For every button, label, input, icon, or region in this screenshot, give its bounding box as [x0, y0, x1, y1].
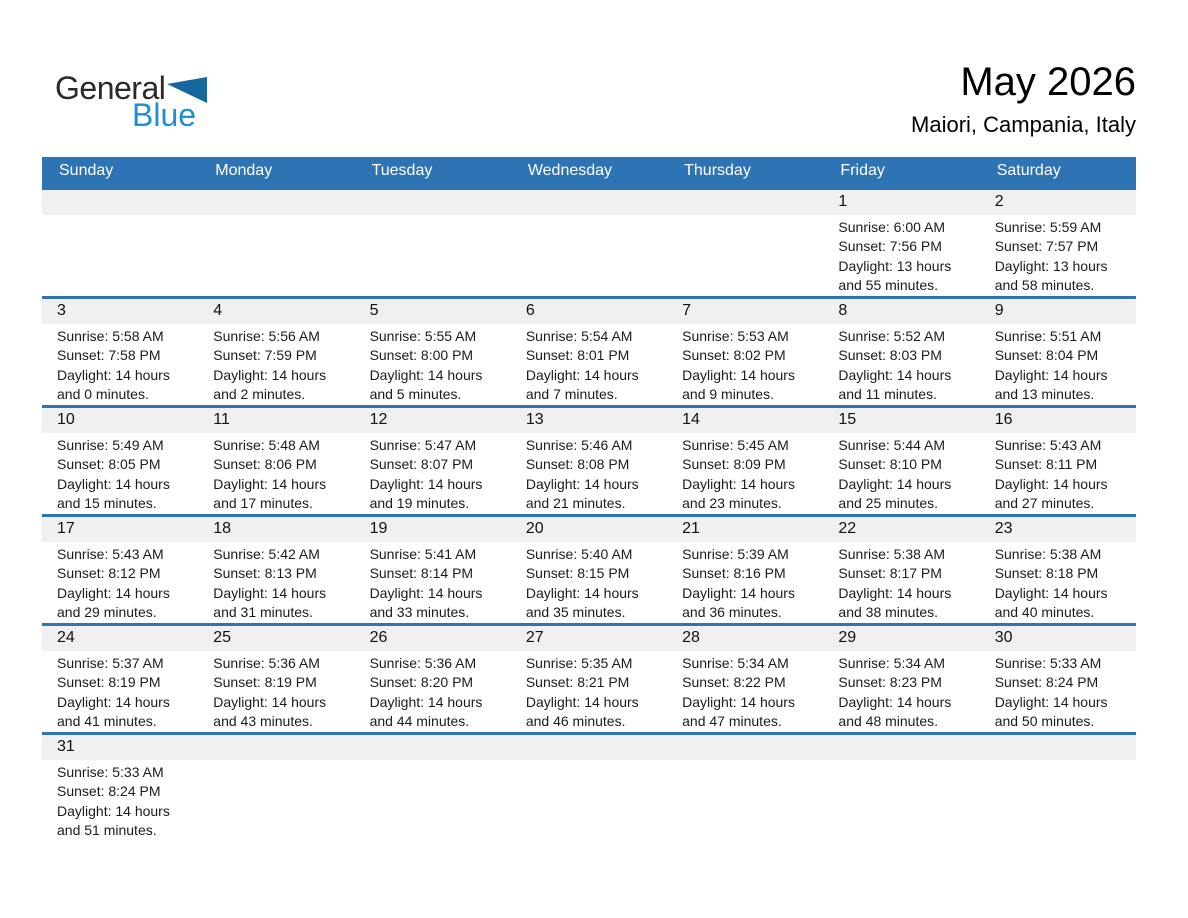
daylight-text: Daylight: 14 hours and 44 minutes. — [369, 693, 483, 729]
day-cell-3 — [42, 297, 198, 406]
daylight-text: Daylight: 14 hours and 47 minutes. — [682, 693, 795, 729]
sunset-text: Sunset: 8:19 PM — [57, 674, 161, 690]
weekday-header-row — [42, 157, 1136, 188]
day-number-empty — [667, 190, 823, 215]
sunrise-text: Sunrise: 5:46 AM — [525, 436, 633, 453]
empty-day-cell — [198, 733, 354, 841]
sunset-text: Sunset: 8:06 PM — [213, 456, 317, 472]
day-cell-2 — [980, 188, 1136, 297]
sunset-text: Sunset: 8:03 PM — [838, 347, 942, 363]
day-cell-24 — [42, 624, 198, 733]
sunset-text: Sunset: 8:19 PM — [213, 674, 317, 690]
sunset-text: Sunset: 8:05 PM — [57, 456, 161, 472]
day-info — [198, 542, 354, 623]
week-row-3 — [42, 406, 1136, 515]
day-number-empty — [980, 735, 1136, 760]
sunset-text: Sunset: 8:13 PM — [213, 565, 317, 581]
empty-day-cell — [980, 733, 1136, 841]
day-cell-27 — [511, 624, 667, 733]
sunrise-text: Sunrise: 5:37 AM — [57, 654, 164, 671]
sunset-text: Sunset: 8:12 PM — [57, 565, 161, 581]
sunset-text: Sunset: 8:17 PM — [838, 565, 942, 581]
daylight-text: Daylight: 14 hours and 21 minutes. — [525, 475, 639, 511]
day-cell-15 — [823, 406, 979, 515]
weekday-header-monday: Monday — [198, 157, 354, 188]
day-cell-6 — [511, 297, 667, 406]
sunset-text: Sunset: 8:04 PM — [994, 347, 1099, 363]
day-cell-20 — [511, 515, 667, 624]
day-number: 6 — [511, 299, 667, 324]
day-info — [42, 542, 198, 623]
day-cell-16 — [980, 406, 1136, 515]
daylight-text: Daylight: 14 hours and 51 minutes. — [57, 802, 170, 838]
daylight-text: Daylight: 14 hours and 33 minutes. — [369, 584, 483, 620]
sunset-text: Sunset: 8:16 PM — [682, 565, 786, 581]
day-number: 26 — [355, 626, 511, 651]
sunset-text: Sunset: 8:02 PM — [682, 347, 786, 363]
day-info — [511, 542, 667, 623]
day-info — [667, 760, 823, 763]
month-title: May 2026 — [960, 60, 1136, 104]
day-info — [823, 542, 979, 623]
sunset-text: Sunset: 7:58 PM — [57, 347, 161, 363]
sunrise-text: Sunrise: 5:38 AM — [838, 545, 946, 562]
day-cell-1 — [823, 188, 979, 297]
day-number: 20 — [511, 517, 667, 542]
sunset-text: Sunset: 8:22 PM — [682, 674, 786, 690]
sunrise-text: Sunrise: 5:45 AM — [682, 436, 789, 453]
day-info — [823, 651, 979, 732]
empty-day-cell — [667, 733, 823, 841]
daylight-text: Daylight: 14 hours and 17 minutes. — [213, 475, 327, 511]
daylight-text: Daylight: 14 hours and 11 minutes. — [838, 366, 952, 402]
day-cell-28 — [667, 624, 823, 733]
sunrise-text: Sunrise: 5:34 AM — [682, 654, 789, 671]
daylight-text: Daylight: 14 hours and 40 minutes. — [994, 584, 1108, 620]
day-info — [355, 760, 511, 763]
sunset-text: Sunset: 8:21 PM — [525, 674, 630, 690]
day-cell-9 — [980, 297, 1136, 406]
sunrise-text: Sunrise: 5:59 AM — [994, 218, 1102, 235]
day-number: 19 — [355, 517, 511, 542]
daylight-text: Daylight: 13 hours and 58 minutes. — [994, 257, 1108, 293]
week-row-4 — [42, 515, 1136, 624]
daylight-text: Daylight: 14 hours and 46 minutes. — [525, 693, 639, 729]
day-info — [667, 651, 823, 732]
day-cell-10 — [42, 406, 198, 515]
day-number-empty — [355, 190, 511, 215]
empty-day-cell — [823, 733, 979, 841]
daylight-text: Daylight: 14 hours and 31 minutes. — [213, 584, 327, 620]
sunrise-text: Sunrise: 5:42 AM — [213, 545, 320, 562]
sunset-text: Sunset: 8:24 PM — [57, 783, 161, 799]
day-cell-5 — [355, 297, 511, 406]
day-number: 8 — [823, 299, 979, 324]
day-cell-23 — [980, 515, 1136, 624]
day-number-empty — [823, 735, 979, 760]
day-cell-8 — [823, 297, 979, 406]
daylight-text: Daylight: 14 hours and 50 minutes. — [994, 693, 1108, 729]
daylight-text: Daylight: 14 hours and 41 minutes. — [57, 693, 170, 729]
weekday-header-wednesday: Wednesday — [511, 157, 667, 188]
day-info — [511, 433, 667, 514]
sunrise-text: Sunrise: 5:34 AM — [838, 654, 946, 671]
daylight-text: Daylight: 13 hours and 55 minutes. — [838, 257, 952, 293]
day-cell-17 — [42, 515, 198, 624]
day-info — [667, 215, 823, 218]
title-block — [911, 58, 1136, 138]
day-number: 10 — [42, 408, 198, 433]
sunrise-text: Sunrise: 5:39 AM — [682, 545, 789, 562]
day-info — [511, 324, 667, 405]
sunrise-text: Sunrise: 5:56 AM — [213, 327, 320, 344]
sunrise-text: Sunrise: 5:53 AM — [682, 327, 789, 344]
sunset-text: Sunset: 8:08 PM — [525, 456, 630, 472]
day-info — [667, 433, 823, 514]
sunrise-text: Sunrise: 5:58 AM — [57, 327, 164, 344]
week-row-2 — [42, 297, 1136, 406]
day-number: 21 — [667, 517, 823, 542]
day-info — [823, 760, 979, 763]
day-info — [823, 324, 979, 405]
day-number: 13 — [511, 408, 667, 433]
sunset-text: Sunset: 8:18 PM — [994, 565, 1099, 581]
day-number: 25 — [198, 626, 354, 651]
empty-day-cell — [511, 188, 667, 297]
daylight-text: Daylight: 14 hours and 48 minutes. — [838, 693, 952, 729]
sunrise-text: Sunrise: 5:38 AM — [994, 545, 1102, 562]
day-number-empty — [198, 735, 354, 760]
day-cell-30 — [980, 624, 1136, 733]
empty-day-cell — [511, 733, 667, 841]
sunset-text: Sunset: 8:11 PM — [994, 456, 1098, 472]
sunrise-text: Sunrise: 5:43 AM — [57, 545, 164, 562]
day-number-empty — [511, 735, 667, 760]
day-number: 30 — [980, 626, 1136, 651]
weekday-header-friday: Friday — [823, 157, 979, 188]
sunset-text: Sunset: 8:10 PM — [838, 456, 942, 472]
calendar-table — [42, 157, 1136, 841]
sunrise-text: Sunrise: 5:55 AM — [369, 327, 477, 344]
sunset-text: Sunset: 8:07 PM — [369, 456, 474, 472]
day-number: 28 — [667, 626, 823, 651]
day-cell-18 — [198, 515, 354, 624]
empty-day-cell — [355, 733, 511, 841]
day-info — [198, 760, 354, 763]
weekday-header-tuesday: Tuesday — [355, 157, 511, 188]
day-number: 23 — [980, 517, 1136, 542]
day-info — [198, 651, 354, 732]
day-number: 15 — [823, 408, 979, 433]
empty-day-cell — [667, 188, 823, 297]
day-info — [355, 651, 511, 732]
sunrise-text: Sunrise: 5:49 AM — [57, 436, 164, 453]
day-info — [42, 324, 198, 405]
sunset-text: Sunset: 7:57 PM — [994, 238, 1099, 254]
day-cell-13 — [511, 406, 667, 515]
empty-day-cell — [198, 188, 354, 297]
day-info — [355, 215, 511, 218]
day-number: 3 — [42, 299, 198, 324]
day-cell-19 — [355, 515, 511, 624]
week-row-1 — [42, 188, 1136, 297]
week-row-5 — [42, 624, 1136, 733]
day-number: 17 — [42, 517, 198, 542]
day-info — [42, 760, 198, 841]
day-number: 9 — [980, 299, 1136, 324]
general-blue-logo — [55, 72, 207, 131]
daylight-text: Daylight: 14 hours and 0 minutes. — [57, 366, 170, 402]
day-number: 16 — [980, 408, 1136, 433]
daylight-text: Daylight: 14 hours and 13 minutes. — [994, 366, 1108, 402]
day-number: 12 — [355, 408, 511, 433]
day-number: 11 — [198, 408, 354, 433]
sunrise-text: Sunrise: 5:48 AM — [213, 436, 320, 453]
day-cell-4 — [198, 297, 354, 406]
daylight-text: Daylight: 14 hours and 5 minutes. — [369, 366, 483, 402]
weekday-header-thursday: Thursday — [667, 157, 823, 188]
day-number: 18 — [198, 517, 354, 542]
sunrise-text: Sunrise: 5:52 AM — [838, 327, 946, 344]
day-number: 5 — [355, 299, 511, 324]
sunrise-text: Sunrise: 5:51 AM — [994, 327, 1102, 344]
sunset-text: Sunset: 8:24 PM — [994, 674, 1099, 690]
sunrise-text: Sunrise: 5:43 AM — [994, 436, 1102, 453]
day-cell-26 — [355, 624, 511, 733]
sunset-text: Sunset: 8:01 PM — [525, 347, 630, 363]
sunset-text: Sunset: 8:23 PM — [838, 674, 942, 690]
day-info — [198, 324, 354, 405]
daylight-text: Daylight: 14 hours and 9 minutes. — [682, 366, 795, 402]
sunrise-text: Sunrise: 5:33 AM — [57, 763, 164, 780]
daylight-text: Daylight: 14 hours and 43 minutes. — [213, 693, 327, 729]
day-info — [198, 215, 354, 218]
day-number: 4 — [198, 299, 354, 324]
daylight-text: Daylight: 14 hours and 27 minutes. — [994, 475, 1108, 511]
day-number: 7 — [667, 299, 823, 324]
day-cell-25 — [198, 624, 354, 733]
logo-text-blue: Blue — [132, 97, 197, 133]
sunrise-text: Sunrise: 5:40 AM — [525, 545, 633, 562]
day-number-empty — [355, 735, 511, 760]
day-number: 2 — [980, 190, 1136, 215]
day-info — [980, 651, 1136, 732]
day-info — [355, 324, 511, 405]
sunset-text: Sunset: 8:20 PM — [369, 674, 474, 690]
day-number: 1 — [823, 190, 979, 215]
day-info — [42, 651, 198, 732]
logo-text-general: General — [55, 70, 166, 106]
weekday-header-sunday: Sunday — [42, 157, 198, 188]
day-info — [980, 433, 1136, 514]
day-info — [511, 215, 667, 218]
sunrise-text: Sunrise: 5:36 AM — [369, 654, 477, 671]
day-cell-12 — [355, 406, 511, 515]
sunrise-text: Sunrise: 5:36 AM — [213, 654, 320, 671]
day-info — [355, 433, 511, 514]
day-cell-29 — [823, 624, 979, 733]
daylight-text: Daylight: 14 hours and 25 minutes. — [838, 475, 952, 511]
day-number-empty — [42, 190, 198, 215]
day-info — [980, 324, 1136, 405]
sunrise-text: Sunrise: 6:00 AM — [838, 218, 946, 235]
sunrise-text: Sunrise: 5:35 AM — [525, 654, 633, 671]
sunset-text: Sunset: 8:15 PM — [525, 565, 630, 581]
day-number: 27 — [511, 626, 667, 651]
sunset-text: Sunset: 8:00 PM — [369, 347, 474, 363]
sunrise-text: Sunrise: 5:44 AM — [838, 436, 946, 453]
location-subtitle: Maiori, Campania, Italy — [911, 112, 1136, 137]
day-info — [980, 215, 1136, 296]
day-cell-14 — [667, 406, 823, 515]
day-number-empty — [511, 190, 667, 215]
sunset-text: Sunset: 7:59 PM — [213, 347, 317, 363]
day-number: 24 — [42, 626, 198, 651]
day-info — [355, 542, 511, 623]
day-number: 31 — [42, 735, 198, 760]
week-row-6 — [42, 733, 1136, 841]
day-number: 14 — [667, 408, 823, 433]
day-number: 22 — [823, 517, 979, 542]
daylight-text: Daylight: 14 hours and 2 minutes. — [213, 366, 327, 402]
day-info — [511, 651, 667, 732]
day-cell-21 — [667, 515, 823, 624]
sunset-text: Sunset: 8:14 PM — [369, 565, 474, 581]
daylight-text: Daylight: 14 hours and 15 minutes. — [57, 475, 170, 511]
empty-day-cell — [42, 188, 198, 297]
daylight-text: Daylight: 14 hours and 7 minutes. — [525, 366, 639, 402]
day-cell-7 — [667, 297, 823, 406]
day-info — [198, 433, 354, 514]
sunrise-text: Sunrise: 5:47 AM — [369, 436, 477, 453]
daylight-text: Daylight: 14 hours and 38 minutes. — [838, 584, 952, 620]
day-number: 29 — [823, 626, 979, 651]
daylight-text: Daylight: 14 hours and 29 minutes. — [57, 584, 170, 620]
sunrise-text: Sunrise: 5:54 AM — [525, 327, 633, 344]
day-cell-31 — [42, 733, 198, 841]
sunrise-text: Sunrise: 5:41 AM — [369, 545, 477, 562]
sunrise-text: Sunrise: 5:33 AM — [994, 654, 1102, 671]
sunset-text: Sunset: 8:09 PM — [682, 456, 786, 472]
day-info — [42, 215, 198, 218]
sunset-text: Sunset: 7:56 PM — [838, 238, 942, 254]
daylight-text: Daylight: 14 hours and 19 minutes. — [369, 475, 483, 511]
day-cell-11 — [198, 406, 354, 515]
day-info — [980, 542, 1136, 623]
day-info — [667, 542, 823, 623]
weekday-header-saturday: Saturday — [980, 157, 1136, 188]
daylight-text: Daylight: 14 hours and 35 minutes. — [525, 584, 639, 620]
day-number-empty — [198, 190, 354, 215]
day-info — [823, 215, 979, 296]
daylight-text: Daylight: 14 hours and 23 minutes. — [682, 475, 795, 511]
day-info — [511, 760, 667, 763]
day-info — [42, 433, 198, 514]
day-info — [667, 324, 823, 405]
day-cell-22 — [823, 515, 979, 624]
daylight-text: Daylight: 14 hours and 36 minutes. — [682, 584, 795, 620]
day-info — [980, 760, 1136, 763]
day-number-empty — [667, 735, 823, 760]
empty-day-cell — [355, 188, 511, 297]
day-info — [823, 433, 979, 514]
